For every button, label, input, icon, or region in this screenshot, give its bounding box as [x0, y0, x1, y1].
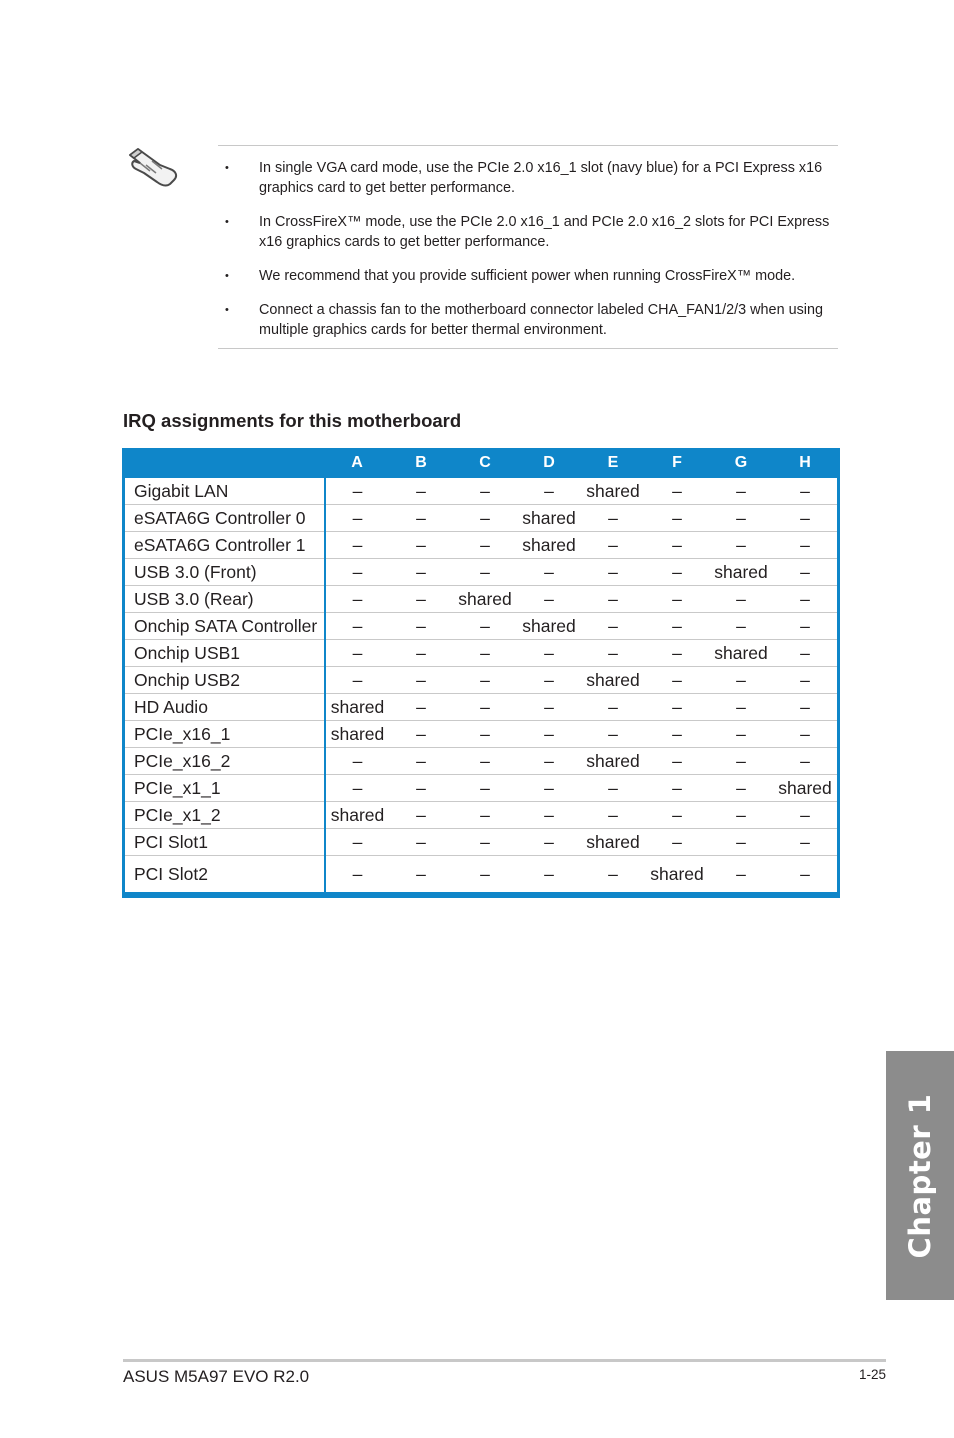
irq-cell: shared [773, 775, 837, 802]
bullet-icon: • [225, 162, 229, 174]
irq-cell: – [453, 829, 517, 856]
table-row [125, 559, 837, 586]
irq-cell: – [517, 667, 581, 694]
irq-cell: shared [325, 802, 389, 829]
irq-cell: – [709, 721, 773, 748]
footer-product: ASUS M5A97 EVO R2.0 [123, 1367, 310, 1386]
irq-cell: shared [709, 559, 773, 586]
irq-cell: – [645, 775, 709, 802]
irq-cell: – [773, 748, 837, 775]
irq-cell: – [517, 640, 581, 667]
irq-cell: – [800, 863, 810, 884]
header-cell: D [517, 448, 581, 478]
note-item [218, 158, 838, 198]
irq-cell: shared [581, 478, 645, 505]
irq-cell: – [389, 478, 453, 505]
device-cell: PCIe_x1_1 [125, 775, 325, 802]
device-cell: USB 3.0 (Rear) [125, 586, 325, 613]
table-row [125, 694, 837, 721]
irq-cell: – [773, 694, 837, 721]
irq-cell: – [709, 775, 773, 802]
irq-cell: – [325, 640, 389, 667]
irq-cell: – [389, 532, 453, 559]
irq-cell: – [453, 694, 517, 721]
irq-cell: – [581, 613, 645, 640]
irq-cell: – [453, 721, 517, 748]
irq-cell: – [709, 532, 773, 559]
irq-cell: – [645, 667, 709, 694]
note-text: Connect a chassis fan to the motherboard connector labeled CHA_FAN1/2/3 when using multiple graphics cards for better thermal environment. [259, 302, 823, 338]
irq-cell: shared [325, 721, 389, 748]
irq-cell: – [773, 586, 837, 613]
irq-cell: – [709, 694, 773, 721]
irq-cell: – [773, 667, 837, 694]
irq-cell: – [517, 721, 581, 748]
irq-cell: – [389, 748, 453, 775]
irq-cell: – [389, 829, 453, 856]
device-cell: PCIe_x16_1 [125, 721, 325, 748]
irq-cell: – [389, 505, 453, 532]
irq-cell: – [773, 478, 837, 505]
note-item [218, 266, 838, 286]
irq-cell: – [773, 532, 837, 559]
device-cell: HD Audio [125, 694, 325, 721]
irq-cell: – [736, 863, 746, 884]
irq-table-frame [122, 448, 840, 898]
irq-cell: shared [650, 863, 704, 884]
irq-cell: – [709, 586, 773, 613]
device-cell: Onchip SATA Controller [125, 613, 325, 640]
irq-cell: – [645, 586, 709, 613]
irq-cell: – [389, 667, 453, 694]
irq-cell: – [453, 505, 517, 532]
chapter-tab [886, 1051, 954, 1300]
table-row [125, 586, 837, 613]
irq-cell: – [581, 559, 645, 586]
header-cell: A [325, 448, 389, 478]
irq-cell: – [709, 667, 773, 694]
irq-cell: – [645, 802, 709, 829]
note-text: We recommend that you provide sufficient power when running CrossFireX™ mode. [259, 268, 796, 284]
irq-cell: – [581, 694, 645, 721]
irq-cell: shared [517, 532, 581, 559]
irq-cell: – [645, 694, 709, 721]
device-cell: Onchip USB2 [125, 667, 325, 694]
irq-cell: – [325, 775, 389, 802]
irq-cell: – [517, 586, 581, 613]
irq-cell: – [389, 613, 453, 640]
table-body [125, 478, 837, 892]
irq-cell: – [325, 532, 389, 559]
bullet-icon: • [225, 216, 229, 228]
note-text: In single VGA card mode, use the PCIe 2.0 x16_1 slot (navy blue) for a PCI Express x16 graphics card to get better performance. [259, 160, 823, 196]
irq-cell: – [453, 640, 517, 667]
irq-cell: – [581, 532, 645, 559]
irq-cell: shared [581, 667, 645, 694]
irq-cell: – [453, 532, 517, 559]
header-cell: C [453, 448, 517, 478]
irq-cell: – [325, 748, 389, 775]
irq-cell: – [453, 775, 517, 802]
device-cell: PCI Slot1 [125, 829, 325, 856]
irq-cell: – [517, 829, 581, 856]
irq-cell: – [645, 829, 709, 856]
chapter-label: Chapter 1 [903, 1093, 937, 1258]
table-row [125, 829, 837, 856]
table-row [125, 748, 837, 775]
irq-cell: – [453, 667, 517, 694]
irq-cell: – [389, 802, 453, 829]
table-header-row [125, 448, 837, 478]
irq-cell: – [325, 829, 389, 856]
irq-table [125, 448, 837, 892]
section-title: IRQ assignments for this motherboard [123, 410, 462, 431]
irq-cell: – [709, 829, 773, 856]
note-list [218, 158, 838, 354]
irq-cell: – [325, 613, 389, 640]
irq-cell: – [517, 559, 581, 586]
irq-cell: – [645, 505, 709, 532]
irq-cell: – [544, 863, 554, 884]
irq-cell: – [517, 802, 581, 829]
irq-cell: – [645, 478, 709, 505]
device-cell: Onchip USB1 [125, 640, 325, 667]
irq-cell: – [389, 694, 453, 721]
note-text: In CrossFireX™ mode, use the PCIe 2.0 x16_1 and PCIe 2.0 x16_2 slots for PCI Express x16 graphics cards to get better performance. [259, 214, 830, 250]
irq-cell: – [325, 586, 389, 613]
note-item [218, 212, 838, 252]
irq-cell: – [325, 559, 389, 586]
irq-cell: – [581, 640, 645, 667]
footer-page-number: 1-25 [858, 1367, 886, 1382]
irq-cell: – [517, 775, 581, 802]
irq-cell: – [581, 721, 645, 748]
irq-cell: – [608, 863, 618, 884]
irq-cell: shared [709, 640, 773, 667]
table-row [125, 856, 837, 893]
irq-cell: – [581, 505, 645, 532]
irq-cell: shared [581, 829, 645, 856]
irq-cell: – [416, 863, 426, 884]
irq-cell: – [709, 478, 773, 505]
header-cell: E [581, 448, 645, 478]
irq-cell: – [453, 559, 517, 586]
table-row [125, 613, 837, 640]
pointing-hand-icon [126, 143, 180, 189]
irq-cell: – [517, 478, 581, 505]
table-row [125, 667, 837, 694]
bullet-icon: • [225, 304, 229, 316]
header-cell: H [773, 448, 837, 478]
note-item [218, 300, 838, 340]
device-cell: PCIe_x1_2 [125, 802, 325, 829]
device-cell: eSATA6G Controller 1 [125, 532, 325, 559]
header-device [125, 448, 325, 478]
irq-cell: – [480, 863, 490, 884]
irq-cell: – [581, 775, 645, 802]
irq-cell: – [389, 586, 453, 613]
note-box [218, 145, 838, 349]
table-row [125, 532, 837, 559]
table-row [125, 478, 837, 505]
irq-cell: – [453, 478, 517, 505]
irq-cell: – [453, 748, 517, 775]
irq-cell: – [325, 505, 389, 532]
header-cell: G [709, 448, 773, 478]
irq-cell: – [709, 802, 773, 829]
device-cell: eSATA6G Controller 0 [125, 505, 325, 532]
irq-cell: – [645, 748, 709, 775]
irq-cell: – [389, 559, 453, 586]
irq-cell: – [773, 559, 837, 586]
header-cell: B [389, 448, 453, 478]
irq-cell: – [645, 559, 709, 586]
irq-cell: – [773, 640, 837, 667]
table-row [125, 640, 837, 667]
irq-cell: – [645, 532, 709, 559]
device-cell: PCI Slot2 [125, 856, 325, 893]
header-cell: F [645, 448, 709, 478]
irq-cell: – [389, 775, 453, 802]
irq-cell: – [645, 721, 709, 748]
irq-cell: – [773, 721, 837, 748]
irq-cell: – [389, 640, 453, 667]
irq-cell: – [352, 863, 363, 884]
device-cell: PCIe_x16_2 [125, 748, 325, 775]
irq-cell: – [645, 613, 709, 640]
irq-cell: – [773, 505, 837, 532]
irq-cell: – [581, 802, 645, 829]
device-cell: USB 3.0 (Front) [125, 559, 325, 586]
bullet-icon: • [225, 270, 229, 282]
irq-cell: – [709, 748, 773, 775]
irq-cell: shared [453, 586, 517, 613]
irq-cell: – [453, 613, 517, 640]
irq-cell: shared [325, 694, 389, 721]
table-row [125, 802, 837, 829]
irq-cell: shared [517, 613, 581, 640]
irq-cell: – [645, 640, 709, 667]
footer-divider [123, 1359, 886, 1362]
irq-cell: – [325, 667, 389, 694]
irq-cell: – [773, 802, 837, 829]
irq-cell: – [581, 586, 645, 613]
irq-cell: shared [581, 748, 645, 775]
irq-cell: – [709, 613, 773, 640]
table-row [125, 721, 837, 748]
table-row [125, 505, 837, 532]
irq-cell: – [453, 802, 517, 829]
irq-cell: – [517, 748, 581, 775]
table-row [125, 775, 837, 802]
irq-cell: shared [517, 505, 581, 532]
irq-cell: – [709, 505, 773, 532]
irq-cell: – [325, 478, 389, 505]
irq-cell: – [773, 613, 837, 640]
irq-cell: – [517, 694, 581, 721]
irq-cell: – [389, 721, 453, 748]
irq-cell: – [773, 829, 837, 856]
device-cell: Gigabit LAN [125, 478, 325, 505]
